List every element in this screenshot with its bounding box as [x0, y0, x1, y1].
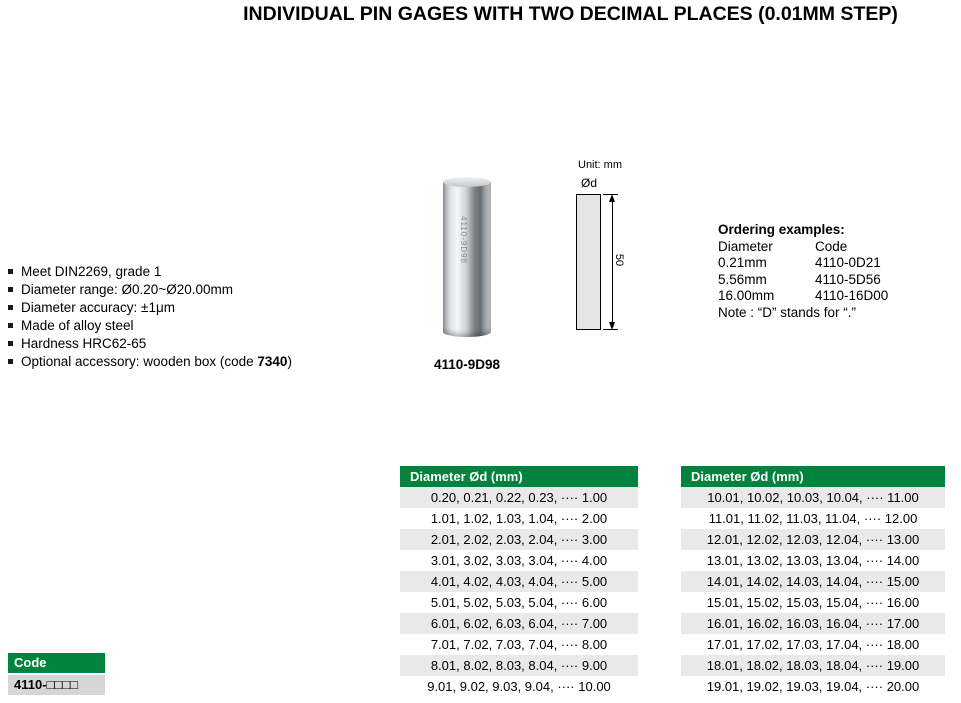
ordering-note: Note : “D” stands for “.”: [718, 304, 857, 320]
table-row: 14.01, 14.02, 14.03, 14.04, ···· 15.00: [681, 571, 945, 592]
pin-drawing-outline: [576, 194, 601, 330]
pin-gage-photo: [443, 177, 491, 337]
ordering-col-code: Code: [815, 238, 848, 254]
bullet-icon: [8, 269, 13, 274]
bullet-icon: [8, 341, 13, 346]
ordering-diameter: 0.21mm: [718, 255, 767, 270]
table-row: 18.01, 18.02, 18.03, 18.04, ···· 19.00: [681, 655, 945, 676]
ordering-heading: Ordering examples:: [718, 222, 845, 237]
table-row: 10.01, 10.02, 10.03, 10.04, ···· 11.00: [681, 487, 945, 508]
table-row: 4.01, 4.02, 4.03, 4.04, ···· 5.00: [400, 571, 638, 592]
feature-item: [8, 299, 292, 317]
length-dimension-label: 50: [613, 253, 626, 267]
table-row: 16.01, 16.02, 16.03, 16.04, ···· 17.00: [681, 613, 945, 634]
feature-text: Meet DIN2269, grade 1: [21, 264, 162, 279]
table-row: 0.20, 0.21, 0.22, 0.23, ···· 1.00: [400, 487, 638, 508]
ordering-code: 4110-16D00: [815, 288, 889, 303]
table-row: 11.01, 11.02, 11.03, 11.04, ···· 12.00: [708, 511, 918, 526]
code-box-header: Code: [8, 653, 105, 673]
ordering-code: 4110-5D56: [815, 271, 881, 287]
ordering-column-headers: [718, 239, 888, 256]
feature-item: [8, 281, 292, 299]
ordering-examples: [718, 222, 888, 321]
feature-text-suffix: ): [287, 354, 292, 369]
table-rows: [681, 487, 945, 697]
table-header: Diameter Ød (mm): [681, 466, 945, 487]
pin-top-face: [443, 177, 491, 187]
feature-text: Hardness HRC62-65: [21, 336, 147, 351]
table-row: 3.01, 3.02, 3.03, 3.04, ···· 4.00: [430, 553, 608, 568]
ordering-code: 4110-0D21: [815, 255, 881, 270]
ordering-row: [718, 272, 888, 289]
feature-list: [8, 263, 292, 371]
feature-text: [21, 354, 292, 369]
feature-item: [8, 335, 292, 353]
table-row: 7.01, 7.02, 7.03, 7.04, ···· 8.00: [430, 637, 608, 652]
page-title: INDIVIDUAL PIN GAGES WITH TWO DECIMAL PLACES (0.01MM STEP): [243, 3, 898, 25]
diameter-table-1: [400, 466, 638, 697]
table-row: 9.01, 9.02, 9.03, 9.04, ···· 10.00: [427, 679, 611, 694]
feature-text-prefix: Optional accessory: wooden box (code: [21, 354, 258, 369]
ordering-diameter: 5.56mm: [718, 271, 767, 287]
table-row: 12.01, 12.02, 12.03, 12.04, ···· 13.00: [681, 529, 945, 550]
product-model-label: 4110-9D98: [433, 357, 501, 372]
ordering-col-diameter: Diameter: [718, 238, 773, 254]
pin-body: [443, 182, 491, 337]
table-row: 13.01, 13.02, 13.03, 13.04, ···· 14.00: [706, 553, 920, 568]
table-row: 15.01, 15.02, 15.03, 15.04, ···· 16.00: [706, 595, 920, 610]
pin-marking: 4110-9D98: [459, 216, 468, 264]
unit-label: Unit: mm: [578, 159, 622, 171]
feature-text: Made of alloy steel: [21, 318, 134, 333]
table-row: 6.01, 6.02, 6.03, 6.04, ···· 7.00: [400, 613, 638, 634]
code-box-value: 4110-□□□□: [8, 675, 105, 695]
bullet-icon: [8, 305, 13, 310]
table-row: 19.01, 19.02, 19.03, 19.04, ···· 20.00: [706, 679, 920, 694]
bullet-icon: [8, 323, 13, 328]
table-row: 2.01, 2.02, 2.03, 2.04, ···· 3.00: [400, 529, 638, 550]
feature-text: Diameter range: Ø0.20~Ø20.00mm: [21, 282, 233, 297]
feature-item: [8, 317, 292, 335]
table-row: 1.01, 1.02, 1.03, 1.04, ···· 2.00: [430, 511, 608, 526]
bullet-icon: [8, 287, 13, 292]
table-row: 17.01, 17.02, 17.03, 17.04, ···· 18.00: [706, 637, 920, 652]
table-row: 8.01, 8.02, 8.03, 8.04, ···· 9.00: [400, 655, 638, 676]
feature-text: Diameter accuracy: ±1μm: [21, 300, 175, 315]
ordering-row: [718, 288, 888, 305]
ordering-row: [718, 255, 888, 272]
accessory-code: 7340: [257, 354, 288, 369]
feature-item: [8, 353, 292, 371]
code-box: [8, 653, 105, 695]
bullet-icon: [8, 359, 13, 364]
feature-item: [8, 263, 292, 281]
ordering-diameter: 16.00mm: [718, 288, 775, 303]
table-row: 5.01, 5.02, 5.03, 5.04, ···· 6.00: [430, 595, 608, 610]
diameter-dimension-label: Ød: [580, 176, 597, 190]
dimension-arrow-up-icon: [609, 194, 615, 202]
table-header: Diameter Ød (mm): [400, 466, 638, 487]
table-rows: [400, 487, 638, 697]
dimension-arrow-down-icon: [609, 322, 615, 330]
diameter-table-2: [681, 466, 945, 697]
